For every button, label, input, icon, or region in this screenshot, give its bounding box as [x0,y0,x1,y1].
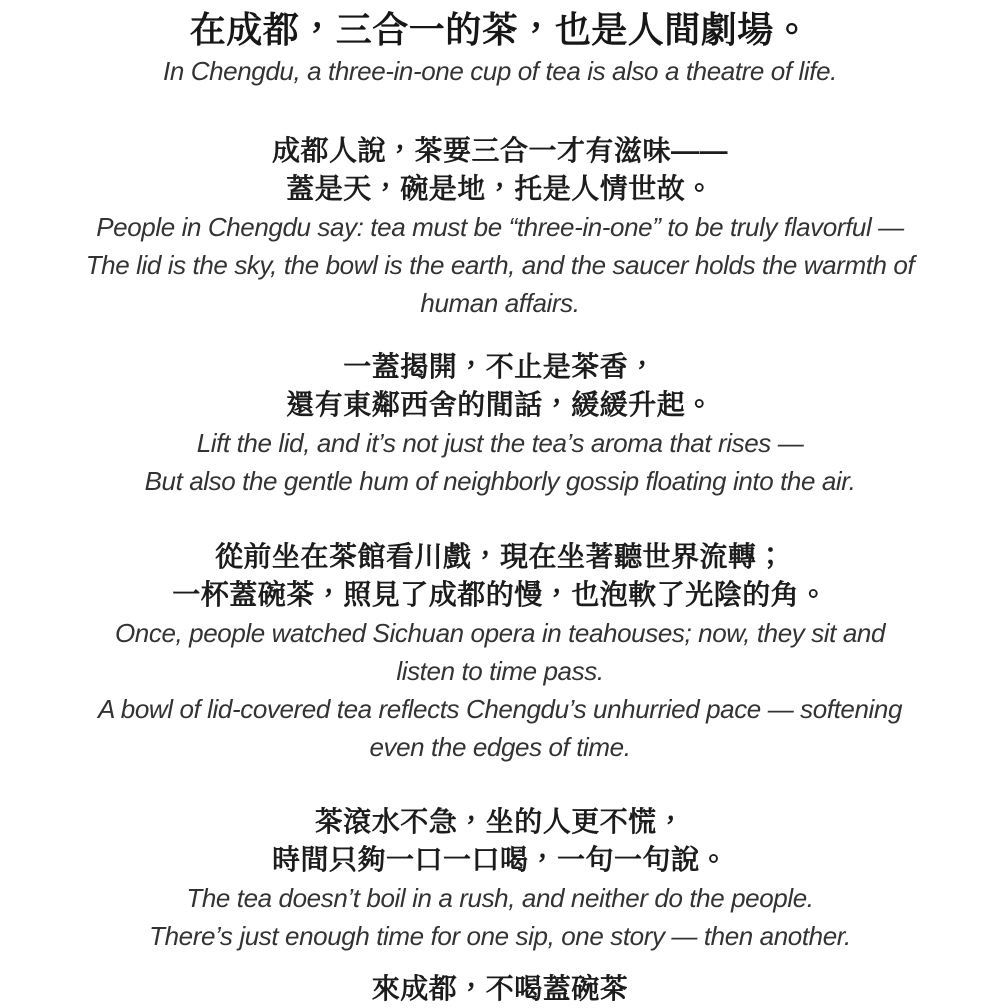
stanza-2-en-line-2: But also the gentle hum of neighborly gossip floating into the air. [144,466,856,496]
stanza-2-en-line-1: Lift the lid, and it’s not just the tea’s aroma that rises — [196,428,804,458]
stanza-5-clipped [0,970,1000,1008]
stanza-4-en-line-2: There’s just enough time for one sip, one story — then another. [149,921,851,951]
stanza-2-zh-line-1: 一蓋揭開，不止是茶香， [343,351,657,382]
stanza-4-zh-line-1: 茶滾水不急，坐的人更不慌， [314,806,686,837]
page-title-zh: 在成都，三合一的茶，也是人間劇場。 [189,9,811,50]
stanza-1-zh-line-2: 蓋是天，碗是地，托是人情世故。 [286,173,714,204]
stanza-1-en-line-2: The lid is the sky, the bowl is the earth, and the saucer holds the warmth of [85,250,915,280]
stanza-3-en-line-3: A bowl of lid-covered tea reflects Chengdu’s unhurried pace — softening [97,694,903,724]
stanza-3-zh-line-2: 一杯蓋碗茶，照見了成都的慢，也泡軟了光陰的角。 [172,579,828,610]
stanza-4-en-line-1: The tea doesn’t boil in a rush, and neither do the people. [186,883,814,913]
stanza-1 [0,132,1000,322]
stanza-2-zh-line-2: 還有東鄰西舍的閒話，緩緩升起。 [286,389,714,420]
stanza-3-zh-line-1: 從前坐在茶館看川戲，現在坐著聽世界流轉； [214,541,785,572]
stanza-3-en-line-1: Once, people watched Sichuan opera in teahouses; now, they sit and [114,618,886,648]
stanza-1-en-line-1: People in Chengdu say: tea must be “three-in-one” to be truly flavorful — [96,212,904,242]
stanza-1-en-line-3: human affairs. [420,288,580,318]
stanza-3-en-line-2: listen to time pass. [396,656,604,686]
stanza-4 [0,803,1000,955]
stanza-1-zh-line-1: 成都人說，茶要三合一才有滋味—— [271,135,728,166]
stanza-5-zh-line-1: 來成都，不喝蓋碗茶 [371,973,629,1004]
stanza-4-zh-line-2: 時間只夠一口一口喝，一句一句說。 [271,844,728,875]
stanza-2 [0,348,1000,500]
page-title-en: In Chengdu, a three-in-one cup of tea is also a theatre of life. [163,56,837,86]
stanza-3-en-line-4: even the edges of time. [369,732,631,762]
stanza-3 [0,538,1000,766]
